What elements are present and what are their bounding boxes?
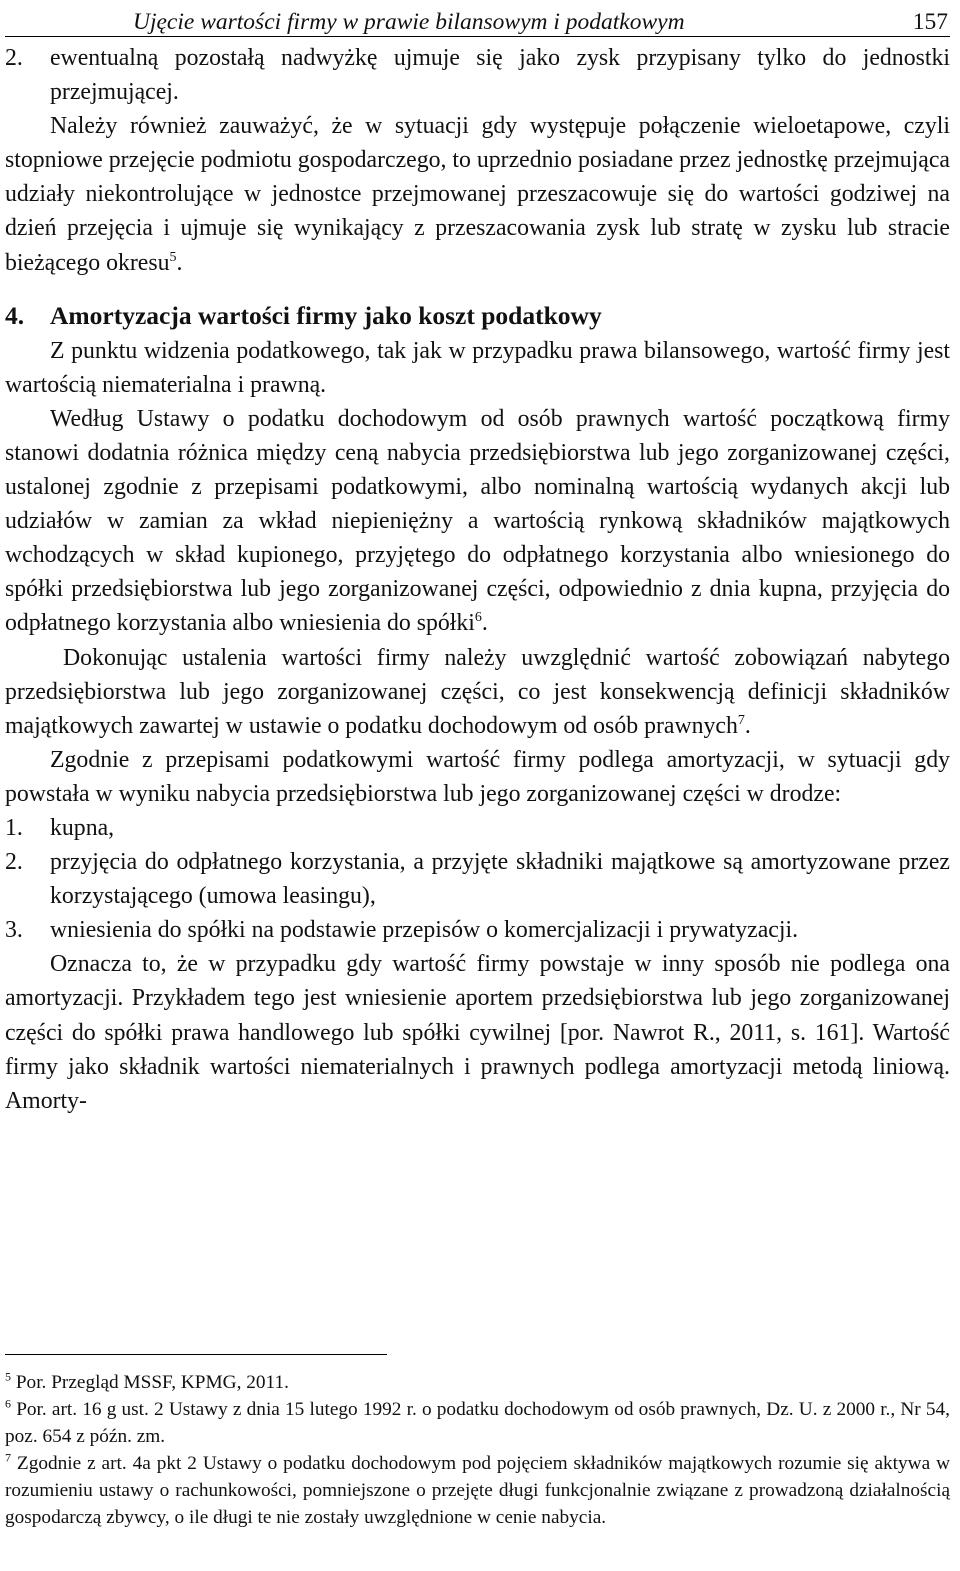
footnote-text: Zgodnie z art. 4a pkt 2 Ustawy o podatku dochodowym pod pojęciem składników majątkowych rozumie się aktywa w rozumieniu ustawy o rachunkowości, pomniejszone o przejęte długi funkcjonalnie związane z prowadzoną działalnością gospodarczą zbywcy, o ile długi te nie zostały uwzględnione w cenie nabycia.: [5, 1453, 950, 1528]
footnote-ref[interactable]: 7: [737, 712, 745, 728]
footnote-ref[interactable]: 5: [169, 249, 177, 265]
paragraph-end: .: [176, 249, 183, 276]
footnote-text: Por. Przegląd MSSF, KPMG, 2011.: [15, 1372, 289, 1393]
footnote-number: 7: [5, 1450, 11, 1465]
paragraph-text: Należy również zauważyć, że w sytuacji gdy występuje połączenie wieloetapowe, czyli stopniowe przejęcie podmiotu gospodarczego, to uprzednio posiadane przez jednostkę przejmująca udziały niekontrolujące w jednostce przejmowanej przeszacowuje się do wartości godziwej na dzień przejęcia i ujmuje się wynikający z przeszacowania zysk lub stratę w zysku lub stracie bieżącego okresu: [5, 113, 950, 276]
list-item-text: przyjęcia do odpłatnego korzystania, a przyjęte składniki majątkowe są amortyzowane przez korzystającego (umowa leasingu),: [50, 849, 950, 910]
footnote-text: Por. art. 16 g ust. 2 Ustawy z dnia 15 lutego 1992 r. o podatku dochodowym od osób prawnych, Dz. U. z 2000 r., Nr 54, poz. 654 z późn. zm.: [5, 1399, 950, 1447]
footnote-number: 6: [5, 1396, 11, 1411]
footnote: [5, 1369, 950, 1396]
section-heading: [5, 298, 950, 334]
running-header: [5, 0, 950, 37]
list-item-number: 1.: [5, 814, 23, 841]
main-text: [5, 41, 950, 1118]
list-item: [5, 913, 950, 947]
footnote-ref[interactable]: 6: [474, 610, 482, 626]
paragraph-text: Dokonując ustalenia wartości firmy należy uwzględnić wartość zobowiązań nabytego przedsiębiorstwa lub jego zorganizowanej części, co jest konsekwencją definicji składników majątkowych zawartej w ustawie o podatku dochodowym od osób prawnych: [5, 644, 950, 739]
section-title: Amortyzacja wartości firmy jako koszt podatkowy: [50, 300, 602, 330]
paragraph-text: Według Ustawy o podatku dochodowym od osób prawnych wartość początkową firmy stanowi dodatnia różnica między ceną nabycia przedsiębiorstwa lub jego zorganizowanej części, ustalonej zgodnie z przepisami podatkowymi, albo nominalną wartością wydanych akcji lub udziałów w zamian za wkład niepieniężny a wartością rynkową składników majątkowych wchodzących w skład kupionego, przyjętego do odpłatnego korzystania albo wniesionego do spółki przedsiębiorstwa lub jego zorganizowanej części, odpowiednio z dnia kupna, przyjęcia do odpłatnego korzystania albo wniesienia do spółki: [5, 405, 950, 637]
footnote-number: 5: [5, 1369, 11, 1384]
running-title: Ujęcie wartości firmy w prawie bilansowym i podatkowym: [133, 9, 685, 35]
paragraph-end: .: [744, 712, 751, 739]
paragraph: [5, 109, 950, 279]
paragraph: Zgodnie z przepisami podatkowymi wartość firmy podlega amortyzacji, w sytuacji gdy powstała w wyniku nabycia przedsiębiorstwa lub jego zorganizowanej części w drodze:: [5, 746, 950, 807]
list-item: [5, 41, 950, 109]
section-number: 4.: [5, 300, 25, 330]
paragraph: Oznacza to, że w przypadku gdy wartość firmy powstaje w inny sposób nie podlega ona amortyzacji. Przykładem tego jest wniesienie aportem przedsiębiorstwa lub jego zorganizowanej części do spółki prawa handlowego lub spółki cywilnej [por. Nawrot R., 2011, s. 161]. Wartość firmy jako składnik wartości niematerialnych i prawnych podlega amortyzacji metodą liniową. Amorty-: [5, 951, 950, 1114]
list-item: [5, 845, 950, 913]
paragraph: [5, 402, 950, 641]
list-item-number: 3.: [5, 917, 23, 944]
paragraph-end: .: [481, 610, 488, 637]
list-item-text: wniesienia do spółki na podstawie przepisów o komercjalizacji i prywatyzacji.: [50, 917, 799, 944]
footnote: [5, 1450, 950, 1531]
footnote-divider: [5, 1354, 387, 1355]
list-item-text: ewentualną pozostałą nadwyżkę ujmuje się jako zysk przypisany tylko do jednostki przejmującej.: [50, 45, 950, 106]
list-item-text: kupna,: [50, 814, 115, 841]
paragraph: [5, 641, 950, 743]
footnotes: [5, 1354, 950, 1531]
footnote: [5, 1396, 950, 1450]
paragraph: Z punktu widzenia podatkowego, tak jak w przypadku prawa bilansowego, wartość firmy jest wartością niematerialna i prawną.: [5, 337, 950, 398]
list-item-number: 2.: [5, 849, 23, 876]
list-item: [5, 811, 950, 845]
list-item-number: 2.: [5, 45, 23, 71]
page-number: 157: [912, 9, 948, 35]
